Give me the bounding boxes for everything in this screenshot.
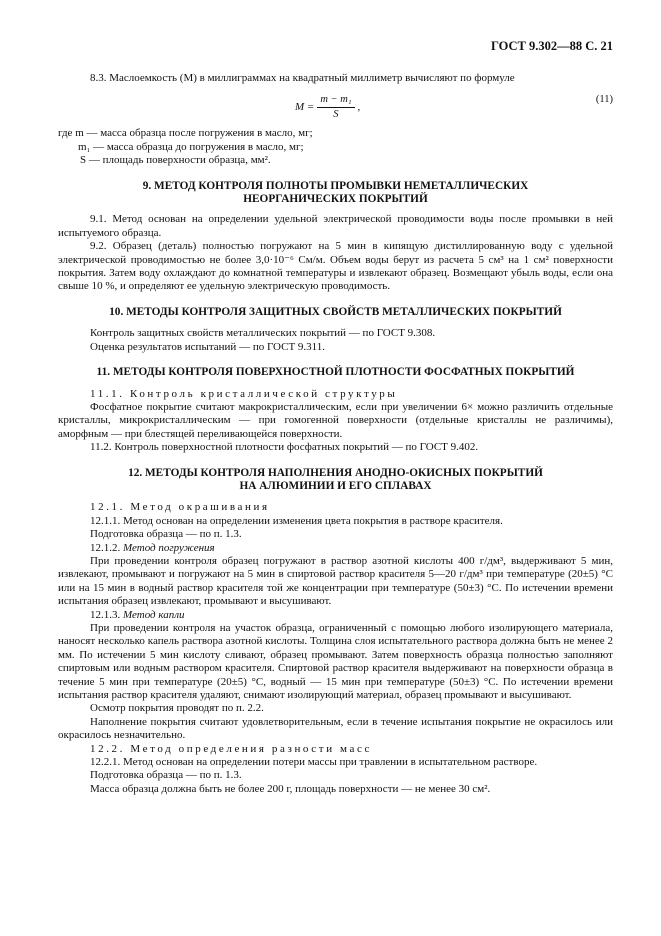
- paragraph-11-1: Фосфатное покрытие считают макрокристаллическим, если при увеличении 6× можно различить отдельные кристаллы, микрокристаллическим — при гомогенной поверхности (отдельные кристаллы не различимы), аморфным — при блестящей переливающейся поверхности.: [58, 400, 613, 440]
- section-11-heading: 11. МЕТОДЫ КОНТРОЛЯ ПОВЕРХНОСТНОЙ ПЛОТНОСТИ ФОСФАТНЫХ ПОКРЫТИЙ: [96, 366, 575, 379]
- formula-tail: ,: [357, 100, 361, 113]
- formula-denominator: S: [333, 108, 339, 120]
- subheading-11-1: 11.1. Контроль кристаллической структуры: [90, 387, 398, 400]
- section-10-heading: 10. МЕТОДЫ КОНТРОЛЯ ЗАЩИТНЫХ СВОЙСТВ МЕТАЛЛИЧЕСКИХ ПОКРЫТИЙ: [109, 305, 562, 318]
- formula-lhs: M =: [295, 100, 315, 113]
- paragraph-12-1-3: При проведении контроля на участок образца, ограниченный с помощью любого изолирующего материала, наносят несколько капель раствора азотной кислоты. Толщина слоя испытательного раствора должна быть не менее 2 мм. По истечении 5 мин кислоту сливают, образец промывают. Затем поверхность образца полностью заполняют спиртовым или водным раствором красителя. Спиртовой раствор красителя выдерживают на поверхности образца в течение 5 мин при температуре (20±5) °С, водный — 15 мин при температуре (50±3) °С. По истечении времени испытания раствор красителя удаляют, снимают изолирующий материал, образец промывают и высушивают.: [58, 622, 613, 702]
- formula-number: (11): [595, 94, 613, 106]
- paragraph-9-1: 9.1. Метод основан на определении удельной электрической проводимости воды после промывки в ней испытуемого образца.: [58, 213, 613, 239]
- paragraph-preparation: Подготовка образца — по п. 1.3.: [90, 769, 242, 782]
- paragraph-filling: Наполнение покрытия считают удовлетворительным, если в течение испытания покрытие не окрасилось или окрасилось незначительно.: [58, 715, 613, 742]
- paragraph-8-3: 8.3. Маслоемкость (M) в миллиграммах на квадратный миллиметр вычисляют по формуле: [90, 72, 515, 84]
- formula-definitions: [58, 127, 613, 167]
- formula-numerator: m − m₁: [317, 94, 354, 108]
- paragraph-inspection: Осмотр покрытия проводят по п. 2.2.: [90, 702, 264, 715]
- subheading-12-1-3: 12.1.3. Метод капли: [90, 608, 185, 621]
- formula-11: [58, 91, 613, 125]
- definition-item: где m — масса образца после погружения в масло, мг;: [58, 127, 313, 140]
- page-header: ГОСТ 9.302—88 С. 21: [490, 39, 613, 53]
- paragraph-mass: Масса образца должна быть не более 200 г, площадь поверхности — не менее 30 см².: [90, 782, 491, 795]
- paragraph-preparation: Подготовка образца — по п. 1.3.: [90, 528, 242, 541]
- definition-item: S — площадь поверхности образца, мм².: [80, 154, 271, 167]
- page-content: [58, 72, 613, 796]
- paragraph-12-2-1: 12.2.1. Метод основан на определении потери массы при травлении в испытательном растворе.: [90, 756, 538, 769]
- paragraph-12-1-1: 12.1.1. Метод основан на определении изменения цвета покрытия в растворе красителя.: [90, 514, 503, 527]
- formula-fraction: [317, 94, 354, 121]
- definition-item: m₁ — масса образца до погружения в масло, мг;: [78, 140, 304, 153]
- paragraph-10-1: Контроль защитных свойств металлических покрытий — по ГОСТ 9.308.: [90, 327, 436, 340]
- subheading-12-2: 12.2. Метод определения разности масс: [90, 742, 372, 755]
- formula-body: [295, 91, 360, 123]
- paragraph-12-1-2: При проведении контроля образец погружают в раствор азотной кислоты 400 г/дм³, выдерживают 5 мин, извлекают, промывают и погружают на 5 мин в спиртовой раствор красителя 5—20 г/дм³ при температуре (20±5) °С или на 15 мин в водный раствор красителя той же концентрации при температуре (50±3) °С. По истечении времени испытания образец извлекают, промывают и высушивают.: [58, 554, 613, 608]
- paragraph-10-2: Оценка результатов испытаний — по ГОСТ 9.311.: [90, 340, 326, 353]
- paragraph-11-2: 11.2. Контроль поверхностной плотности фосфатных покрытий — по ГОСТ 9.402.: [90, 441, 479, 454]
- section-12-heading: 12. МЕТОДЫ КОНТРОЛЯ НАПОЛНЕНИЯ АНОДНО-ОКИСНЫХ ПОКРЫТИЙ НА АЛЮМИНИИ И ЕГО СПЛАВАХ: [128, 466, 543, 492]
- subheading-12-1: 12.1. Метод окрашивания: [90, 501, 270, 514]
- paragraph-9-2: 9.2. Образец (деталь) полностью погружают на 5 мин в кипящую дистиллированную воду с удельной электрической проводимостью не более 3,0·10⁻⁶ См/м. Объем воды берут из расчета 5 см³ на 1 см² поверхности покрытия. Затем воду охлаждают до комнатной температуры и извлекают образец. Возмещают убыль воды, если она свыше 10 %, и определяют ее удельную электрическую проводимость.: [58, 240, 613, 293]
- subheading-12-1-2: 12.1.2. Метод погружения: [90, 541, 215, 554]
- section-9-heading: 9. МЕТОД КОНТРОЛЯ ПОЛНОТЫ ПРОМЫВКИ НЕМЕТАЛЛИЧЕСКИХ НЕОРГАНИЧЕСКИХ ПОКРЫТИЙ: [142, 179, 529, 206]
